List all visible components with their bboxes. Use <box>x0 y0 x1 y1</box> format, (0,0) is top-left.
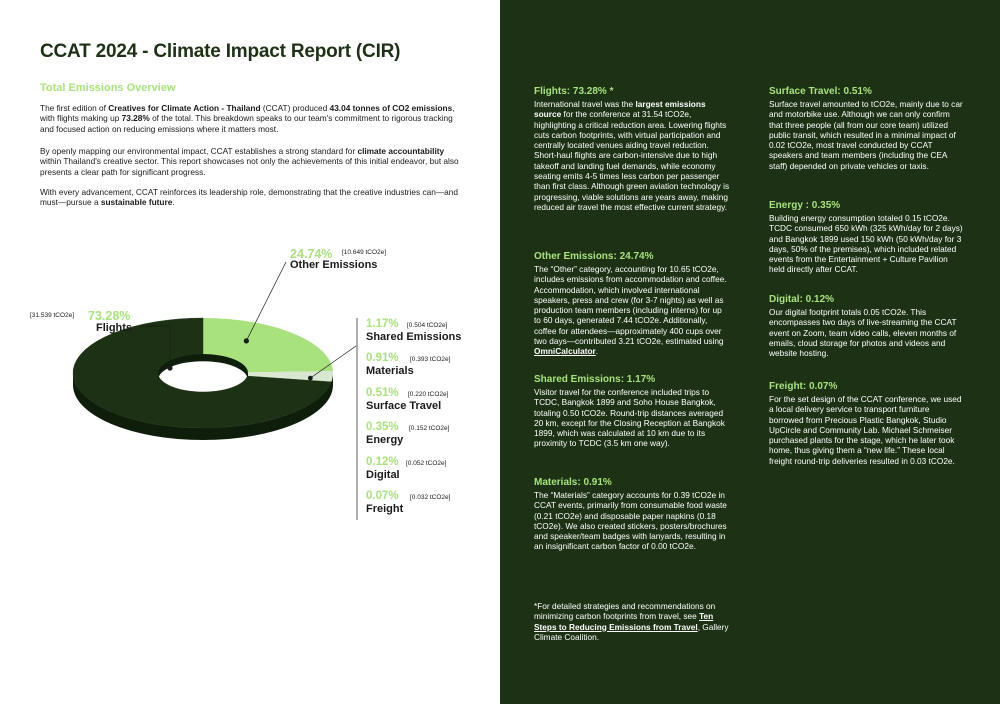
section-flights-heading: Flights: 73.28% * <box>534 86 614 97</box>
section-shared <box>534 374 730 449</box>
section-energy-heading: Energy : 0.35% <box>769 200 841 211</box>
text-run: By openly mapping our environmental impact, CCAT establishes a strong standard for <box>40 146 358 156</box>
text-link[interactable]: OmniCalculator <box>534 346 596 357</box>
text-run: For the set design of the CCAT conference, we used a local delivery service to transport furniture borrowed from Precious Plastic Bangkok, Studio UpCircle and Community Lab. Michael Schmeiser purchased plants for the stage, which he later took home, thus giving them a “new life.” These local freight round-trip deliveries resulted in 0.03 tCO2e. <box>769 394 962 466</box>
text-run: International travel was the <box>534 99 636 109</box>
surface-amount-label: [0.220 tCO2e] <box>408 391 449 398</box>
section-other-heading: Other Emissions: 24.74% <box>534 251 654 262</box>
text-run: Building energy consumption totaled 0.15 tCO2e. TCDC consumed 650 kWh (325 kWh/day for 2 days) and Bangkok 1899 used 150 kWh (50 kWh/day for 3 days, 50% of the premises), which included related events from the Entertainment + Culture Pavilion held directly after CCAT. <box>769 213 963 275</box>
text-run: largest emissions source <box>534 99 706 120</box>
section-surface <box>769 86 965 171</box>
donut-slice-other <box>203 318 333 372</box>
section-freight-heading: Freight: 0.07% <box>769 381 838 392</box>
section-freight-body <box>769 394 965 466</box>
leader-dot-small <box>308 376 313 381</box>
section-materials-heading: Materials: 0.91% <box>534 477 612 488</box>
overview-heading: Total Emissions Overview <box>40 82 176 94</box>
digital-pct-label: 0.12% <box>366 456 399 468</box>
section-energy <box>769 200 965 275</box>
text-run: Our digital footprint totals 0.05 tCO2e. This encompasses two days of live-streaming the CCAT event on Zoom, team video calls, eleven months of emails, cloud storage for photos and videos and website hosting. <box>769 307 957 359</box>
section-digital-heading: Digital: 0.12% <box>769 294 835 305</box>
section-energy-body <box>769 213 965 275</box>
text-run: 43.04 tonnes of CO2 emissions <box>329 103 453 113</box>
section-flights <box>534 86 730 212</box>
text-run: The “Materials” category accounts for 0.39 tCO2e in CCAT events, primarily from consumable food waste (0.21 tCO2e) and disposable paper napkins (0.18 tCO2e). We also created stickers, posters/brochures and speaker/team badges with lanyards, resulting in an insignificant carbon factor of 0.00 tCO2e. <box>534 490 727 552</box>
text-run: sustainable future <box>100 197 173 208</box>
section-materials <box>534 477 730 552</box>
section-digital-body <box>769 307 965 358</box>
text-run: (CCAT) produced <box>260 103 330 113</box>
text-run: 73.28% <box>121 113 150 124</box>
flights-pct-label: 73.28% <box>88 309 131 323</box>
leader-dot-flights <box>167 365 172 370</box>
surface-category-label: Surface Travel <box>366 400 442 412</box>
section-other <box>534 251 730 357</box>
materials-category-label: Materials <box>366 365 414 377</box>
text-run: *For detailed strategies and recommendations on minimizing carbon footprints from travel, see <box>534 601 716 622</box>
other-amount-label: [10.649 tCO2e] <box>342 249 387 256</box>
text-run: The “Other” category, accounting for 10.65 tCO2e, includes emissions from accommodation and coffee. Accommodation, which involved international speakers, press and crew (for 3-7 nights) as well as production team members (including interns) for up to 60 days, generated 7.44 tCO2e. Additionally, coffee for attendees—approximately 400 cups over two days—contributed 3.21 tCO2e, estimated using <box>534 264 727 347</box>
other-pct-label: 24.74% <box>290 247 333 261</box>
section-shared-heading: Shared Emissions: 1.17% <box>534 374 656 385</box>
page-title: CCAT 2024 - Climate Impact Report (CIR) <box>40 41 401 62</box>
text-link[interactable]: Ten Steps to Reducing Emissions from Travel <box>534 611 714 632</box>
section-surface-body <box>769 99 965 171</box>
energy-category-label: Energy <box>366 434 404 446</box>
section-freight <box>769 381 965 466</box>
text-run: for the conference at 31.54 tCO2e, highlighting a critical reduction area. Lowering flights cuts carbon footprints, with virtual participation and centrally located venues aiding travel reduction. Short-haul flights are carbon-intensive due to high takeoff and landing fuel demands, while economy seating emits 4-5 times less carbon per passenger than first class. Although green aviation technology is progressing, viable solutions are years away, making reduced air travel the most effective current strategy. <box>534 109 730 212</box>
flights-category-label: Flights <box>96 322 133 334</box>
section-surface-heading: Surface Travel: 0.51% <box>769 86 872 97</box>
section-flights-body <box>534 99 730 212</box>
footnote-body <box>534 601 730 642</box>
text-run: The first edition of <box>40 103 109 113</box>
shared-pct-label: 1.17% <box>366 318 399 330</box>
digital-category-label: Digital <box>366 469 400 481</box>
text-run: Creatives for Climate Action - Thailand <box>108 103 261 113</box>
section-other-body <box>534 264 730 357</box>
digital-amount-label: [0.052 tCO2e] <box>406 460 447 467</box>
energy-amount-label: [0.152 tCO2e] <box>409 425 450 432</box>
surface-pct-label: 0.51% <box>366 387 399 399</box>
freight-pct-label: 0.07% <box>366 490 399 502</box>
shared-amount-label: [0.504 tCO2e] <box>407 322 448 329</box>
freight-amount-label: [0.032 tCO2e] <box>410 494 451 501</box>
right-page <box>500 0 1000 704</box>
text-run: within Thailand's creative sector. This report showcases not only the achievements of this initial endeavor, but also presents a clear path for significant progress. <box>40 156 459 177</box>
flights-amount-label: [31.539 tCO2e] <box>30 312 75 319</box>
text-run: , Gallery Climate Coalition. <box>534 621 729 642</box>
footnote <box>534 601 730 642</box>
section-materials-body <box>534 490 730 552</box>
text-run: , with flights making up <box>40 103 455 124</box>
text-run: of the total. This breakdown speaks to our team's commitment to rigorous tracking and focused action on reducing emissions where it matters most. <box>40 113 453 134</box>
section-digital <box>769 294 965 358</box>
energy-pct-label: 0.35% <box>366 421 399 433</box>
shared-category-label: Shared Emissions <box>366 331 462 343</box>
materials-amount-label: [0.393 tCO2e] <box>410 356 451 363</box>
text-run: . <box>172 197 175 208</box>
other-category-label: Other Emissions <box>290 259 378 271</box>
section-shared-body <box>534 387 730 449</box>
text-run: . <box>595 346 599 357</box>
chart-label-other <box>290 245 387 271</box>
materials-pct-label: 0.91% <box>366 352 399 364</box>
text-run: Surface travel amounted to tCO2e, mainly due to car and motorbike use. Although we can only confirm that three people (all from our core team) utilized public transit, which resulted in a minimal impact of 0.02 tCO2e, most travel conducted by CCAT speakers and team members (including the CEA staff) depended on private vehicles or taxis. <box>769 99 963 171</box>
freight-category-label: Freight <box>366 503 404 515</box>
text-run: climate accountability <box>357 146 445 156</box>
leader-dot-other <box>244 338 249 343</box>
text-run: With every advancement, CCAT reinforces its leadership role, demonstrating that the creative industries can—and must—pursue a <box>40 187 458 208</box>
text-run: Visitor travel for the conference included trips to TCDC, Bangkok 1899 and Soho House Bangkok, totaling 0.50 tCO2e. Round-trip distances averaged 20 km, except for the Closing Reception at Bangkok 1899, which was calculated at 10 km due to its proximity to TCDC (3.5 km one way). <box>534 387 725 449</box>
